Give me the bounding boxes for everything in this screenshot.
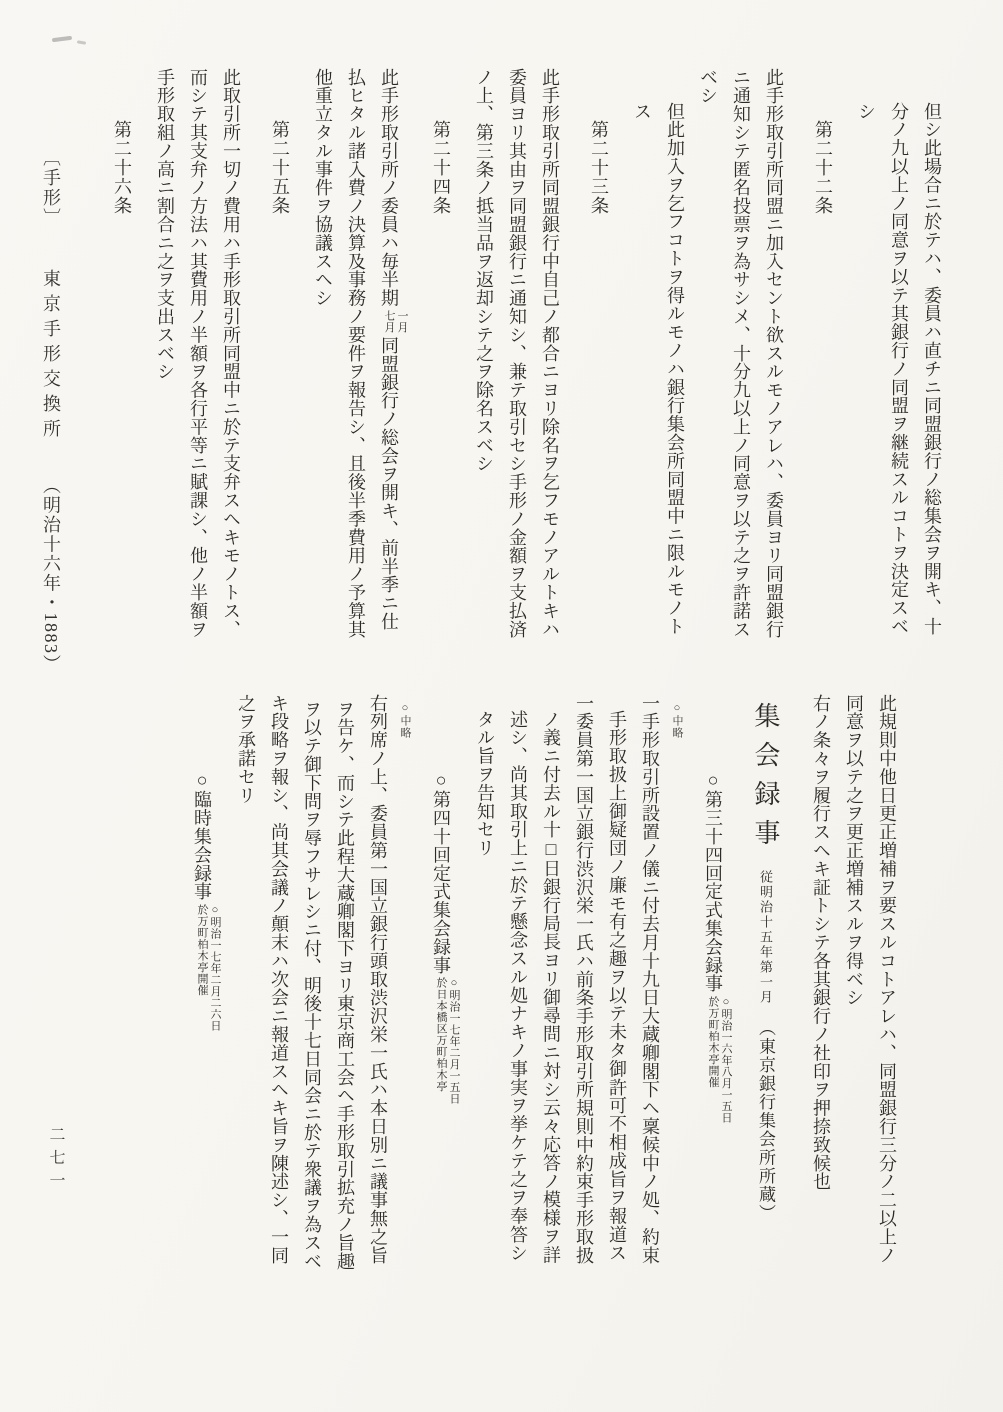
warichu-subcolumn: 於日本橋区万町柏木亭 [435,977,447,1093]
margin-caption-year: （明治十六年・1883） [41,476,61,674]
text-column [600,690,633,1330]
lower-text-block [177,690,903,1330]
text-column [501,690,534,1330]
text-column [757,64,790,704]
text-column [262,690,295,1330]
text-run: 右ノ条々ヲ履行スヘキ証トシテ各其銀行ノ社印ヲ押捺致候也 [811,694,831,1191]
text-run: 分ノ九以上ノ同意ヲ以テ其銀行ノ同盟ヲ継続スルコトヲ決定スベ [889,102,909,636]
record-heading [694,690,732,1330]
text-column [534,690,567,1330]
text-run: 此規則中他日更正増補ヲ要スルコトアレハ、同盟銀行三分ノ二以上ノ [877,694,897,1265]
text-run: シ [856,102,876,121]
text-column [870,690,903,1330]
text-column [181,64,214,704]
text-run: 第二十五条 [270,120,290,215]
text-column [306,64,339,704]
text-run: 同意ヲ以テ之ヲ更正増補スルヲ得ベシ [844,694,864,1007]
margin-caption-title: 東京手形交換所 [41,268,61,444]
text-run: 同盟銀行ノ総会ヲ開キ、前半季ニ仕 [379,336,399,631]
text-column [468,690,501,1330]
warichu-subcolumn: 七月 [383,310,395,334]
text-run: 第二十六条 [112,120,132,215]
text-column [148,64,181,704]
article-heading [105,64,138,704]
text-column [658,64,691,704]
warichu-note [706,996,732,1124]
text-run: 従明治十五年第一月 [758,870,773,1005]
upper-text-block [89,64,948,704]
text-run: 第二十二条 [813,120,833,215]
text-column [915,64,948,704]
warichu-subcolumn: 一月 [396,310,408,334]
article-heading [806,64,839,704]
text-column [633,690,666,1330]
text-run: 述シ、尚其取引上ニ於テ懸念スル処ナキノ事実ヲ挙ケテ之ヲ奉答シ [508,710,528,1262]
article-heading [582,64,615,704]
margin-caption [38,148,64,674]
pencil-mark [77,40,86,44]
pencil-mark [52,36,72,42]
text-run: 此手形取引所同盟ニ加入セント欲スルモノアレハ、委員ヨリ同盟銀行 [764,68,784,639]
text-run: ス [632,102,652,121]
text-run: ○中略 [399,702,411,739]
warichu-note [382,310,408,333]
text-run: 他重立タル事件ヲ協議スヘシ [313,68,333,308]
text-run: ヲ告ケ、而シテ此程大蔵卿閣下ヨリ東京商工会ヘ手形取引拡充ノ旨趣 [335,700,355,1271]
text-run: 集会録事 [751,702,780,858]
warichu-subcolumn: 於万町柏木亭開催 [196,903,208,996]
text-column [229,690,262,1330]
text-run: ○臨時集会録事 [192,770,212,901]
text-column [849,64,882,704]
warichu-note [434,977,460,1105]
text-run: 手形取組ノ高ニ割合ニ之ヲ支出スベシ [155,68,175,381]
article-heading [263,64,296,704]
text-run: 手形取扱上御疑団ノ廉モ有之趣ヲ以テ未タ御許可不相成旨ヲ報道ス [607,710,627,1262]
article-heading [424,64,457,704]
text-run: 而シテ其支弁ノ方法ハ其費用ノ半額ヲ各行平等ニ賦課シ、他ノ半額ヲ [188,68,208,639]
text-run: （東京銀行集会所所蔵） [756,1019,775,1223]
text-column [214,64,247,704]
text-run: ニ通知シテ匿名投票ヲ為サシメ、十分九以上ノ同意ヲ以テ之ヲ許諾ス [731,68,751,639]
text-column [567,690,600,1330]
section-title-column [742,690,788,1330]
text-column [339,64,372,704]
warichu-subcolumn: 於万町柏木亭開催 [707,995,719,1088]
text-run: 一委員第一国立銀行渋沢栄一氏ハ前条手形取引所規則中約束手形取扱 [574,694,594,1265]
text-run: 此手形取引所同盟銀行中自己ノ都合ニヨリ除名ヲ乞フモノアルトキハ [540,68,560,639]
omission-note [666,690,688,1330]
text-column [625,64,658,704]
text-run: 委員ヨリ其由ヲ同盟銀行ニ通知シ、兼テ取引セシ手形ノ金額ヲ支払済 [507,68,527,639]
text-run: 此手形取引所ノ委員ハ毎半期 [379,68,399,308]
text-run: 此取引所一切ノ費用ハ手形取引所同盟中ニ於テ支弁スヘキモノトス、 [221,68,241,639]
text-run: 第二十三条 [589,120,609,215]
page-number: 二七一 [47,1126,64,1195]
text-run: 但シ此場合ニ於テハ、委員ハ直チニ同盟銀行ノ総集会ヲ開キ、十 [922,102,942,636]
text-column [837,690,870,1330]
text-column [691,64,724,704]
text-column [533,64,566,704]
text-column [372,64,408,704]
text-column [804,690,837,1330]
text-run: ○第四十回定式集会録事 [431,770,451,975]
text-column [361,690,394,1330]
warichu-subcolumn: ○明治一七年二月一五日 [448,977,460,1105]
text-run: 右列席ノ上、委員第一国立銀行頭取渋沢栄一氏ハ本日別ニ議事無之旨 [368,694,388,1265]
omission-note [394,690,416,1330]
text-run: ノ義ニ付去ル十□日銀行局長ヨリ御尋問ニ対シ云々応答ノ模様ヲ詳 [541,710,561,1264]
text-column [295,690,328,1330]
text-column [467,64,500,704]
text-run: 一手形取引所設置ノ儀ニ付去月十九日大蔵卿閣下ヘ稟候中ノ処、約束 [640,694,660,1265]
record-heading [183,690,221,1330]
warichu-note [195,904,221,1032]
text-run: タル旨ヲ告知セリ [475,710,495,858]
text-column [724,64,757,704]
text-run: ○第三十四回定式集会録事 [703,770,723,993]
text-column [500,64,533,704]
record-heading [422,690,460,1330]
text-run: 払ヒタル諸入費ノ決算及事務ノ要件ヲ報告シ、且後半季費用ノ予算其 [346,68,366,639]
text-column [328,690,361,1330]
text-run: 但此加入ヲ乞フコトヲ得ルモノハ銀行集会所同盟中ニ限ルモノト [665,102,685,636]
text-run: ノ上、第三条ノ抵当品ヲ返却シテ之ヲ除名スベシ [474,68,494,473]
text-run: ベシ [698,68,718,105]
text-run: ○中略 [671,702,683,739]
text-column [882,64,915,704]
text-run: キ段略ヲ報シ、尚其会議ノ顛末ハ次会ニ報道スヘキ旨ヲ陳述シ、一同 [269,694,289,1265]
warichu-subcolumn: ○明治一六年八月一五日 [720,995,732,1124]
text-run: 之ヲ承諾セリ [236,694,256,805]
text-run: 第二十四条 [431,120,451,215]
margin-caption-category: 〔手形〕 [41,148,61,228]
warichu-subcolumn: ○明治一七年二月二六日 [209,903,221,1032]
text-run: ヲ以テ御下問ヲ辱フサレシニ付、明後十七日同会ニ於テ衆議ヲ為スベ [302,700,322,1271]
